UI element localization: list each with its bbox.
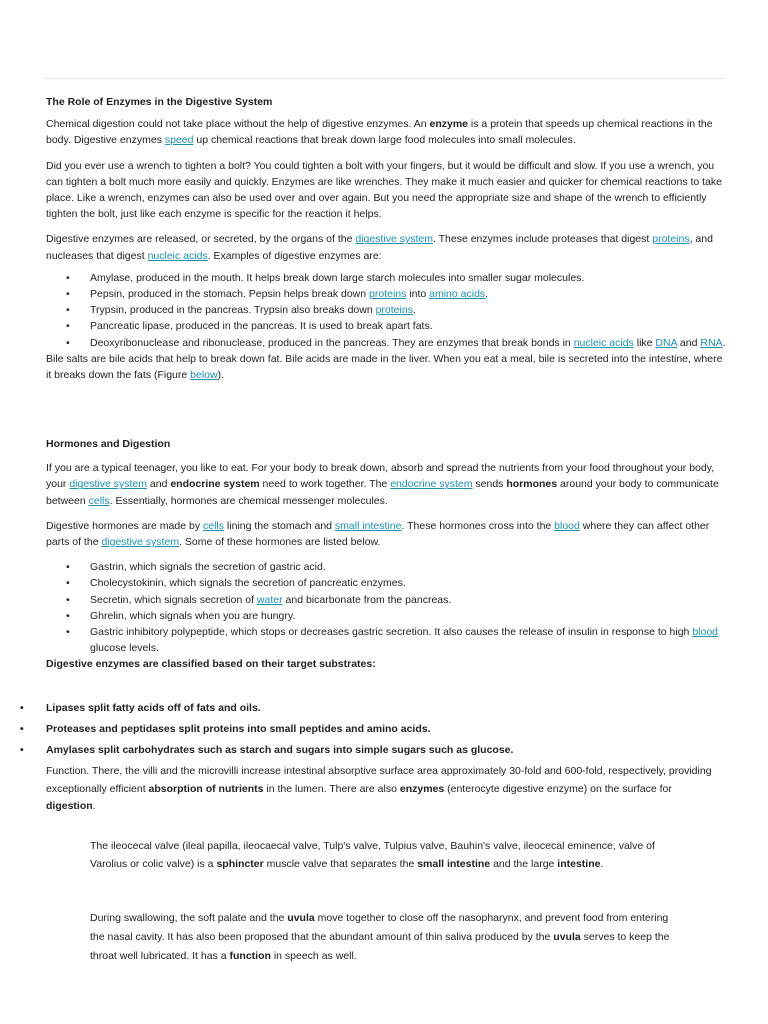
list-item: • Lipases split fatty acids off of fats and oils. [46, 700, 726, 716]
link-proteins[interactable]: proteins [375, 304, 413, 317]
text: . [722, 336, 726, 349]
text: Pepsin, produced in the stomach. Pepsin helps break down [90, 288, 370, 301]
section-title: The Role of Enzymes in the Digestive System [46, 96, 273, 108]
substrates-heading: Digestive enzymes are classified based on their target substrates: [46, 658, 376, 671]
list-item [46, 286, 726, 302]
list-item [46, 624, 726, 656]
section-hormones [46, 436, 726, 673]
bold-term: absorption of nutrients [148, 782, 264, 795]
list-item [46, 335, 726, 351]
section-title: Hormones and Digestion [46, 438, 171, 450]
text: move together to close off the nasopharynx, and prevent food from entering the nasal cavity. It has also been proposed that the abundant amount of thin saliva produced by the [90, 912, 669, 943]
text: serves to keep the throat well lubricated. It has a [90, 931, 670, 962]
list-item: • Gastrin, which signals the secretion of gastric acid. [46, 559, 726, 575]
text: . [412, 304, 416, 317]
text: . Examples of digestive enzymes are: [207, 249, 382, 262]
paragraph [90, 909, 670, 966]
link-nucleic-acids[interactable]: nucleic acids [147, 249, 208, 262]
text: ). [217, 369, 225, 382]
bold-term: sphincter [216, 857, 264, 870]
text: up chemical reactions that break down large food molecules into small molecules. [193, 134, 576, 147]
paragraph [46, 231, 726, 263]
text: and bicarbonate from the pancreas. [282, 593, 452, 606]
text: (enterocyte digestive enzyme) on the surface for [444, 782, 672, 795]
hormone-list [46, 559, 726, 656]
text: around your body to communicate between [46, 478, 719, 507]
link-speed[interactable]: speed [164, 134, 194, 147]
text: Digestive hormones are made by [46, 519, 203, 532]
valve-paragraph [90, 838, 670, 873]
swallow-paragraph [90, 909, 670, 966]
text: . These enzymes include proteases that digest [432, 233, 653, 246]
enzyme-list [46, 270, 726, 351]
text: Secretin, which signals secretion of [90, 593, 257, 606]
text: Chemical digestion could not take place without the help of digestive enzymes. An [46, 118, 430, 131]
text: Digestive enzymes are released, or secreted, by the organs of the [46, 233, 356, 246]
text: . [485, 288, 489, 301]
link-digestive-system[interactable]: digestive system [69, 478, 147, 491]
text: is a protein that speeds up chemical reactions in the body. Digestive enzymes [46, 118, 713, 147]
list-item [46, 592, 726, 608]
text: Deoxyribonuclease and ribonuclease, produced in the pancreas. They are enzymes that break bonds in [90, 336, 574, 349]
paragraph [46, 518, 726, 550]
bold-term: hormones [506, 478, 558, 491]
text: sends [472, 478, 507, 491]
text: The ileocecal valve (ileal papilla, ileocaecal valve, Tulp's valve, Tulpius valve, Bauhin's valve, ileocecal eminence, valve of Varolius or colic valve) is a [90, 840, 655, 870]
list-item: • Amylase, produced in the mouth. It helps break down large starch molecules into smaller sugar molecules. [46, 270, 726, 286]
text: . These hormones cross into the [401, 519, 555, 532]
text: Function. There, the villi and the microvilli increase intestinal absorptive surface area approximately 30-fold and 600-fold, respectively, providing exceptionally efficient [46, 765, 712, 795]
text: During swallowing, the soft palate and the [90, 912, 288, 924]
text: . Some of these hormones are listed below. [179, 536, 381, 549]
text: Trypsin, produced in the pancreas. Trypsin also breaks down [90, 304, 376, 317]
text: If you are a typical teenager, you like to eat. For your body to break down, absorb and spread the nutrients from your food throughout your body, your [46, 462, 715, 491]
link-digestive-system[interactable]: digestive system [101, 536, 180, 549]
substrate-list [46, 700, 726, 759]
link-nucleic-acids[interactable]: nucleic acids [573, 336, 634, 349]
text: into [406, 288, 430, 301]
link-proteins[interactable]: proteins [652, 233, 690, 246]
section-enzymes [46, 94, 726, 383]
text: glucose levels. [90, 642, 159, 655]
text: need to work together. The [259, 478, 391, 491]
text: muscle valve that separates the [263, 857, 418, 870]
text: and [677, 336, 701, 349]
list-item: • Proteases and peptidases split proteins into small peptides and amino acids. [46, 721, 726, 737]
text: . [92, 800, 96, 812]
list-item: • Amylases split carbohydrates such as starch and sugars into simple sugars such as glucose. [46, 742, 726, 758]
text: Gastric inhibitory polypeptide, which stops or decreases gastric secretion. It also causes the release of insulin in response to high [90, 626, 693, 639]
paragraph-bile [46, 351, 726, 383]
text: lining the stomach and [224, 519, 335, 532]
bold-term: enzymes [399, 782, 445, 795]
list-item: • Pancreatic lipase, produced in the pancreas. It is used to break apart fats. [46, 318, 726, 334]
link-below[interactable]: below [190, 369, 218, 382]
link-blood[interactable]: blood [554, 519, 580, 532]
link-water[interactable]: water [256, 593, 283, 606]
section-substrates [46, 700, 726, 764]
text: , and nucleases that digest [46, 233, 713, 262]
link-digestive-system[interactable]: digestive system [355, 233, 433, 246]
paragraph [46, 116, 726, 148]
link-amino-acids[interactable]: amino acids [429, 288, 486, 301]
paragraph-wrench: Did you ever use a wrench to tighten a bolt? You could tighten a bolt with your fingers, but it would be difficult and slow. If you use a wrench, you can tighten a bolt much more easily and quickly. Enzymes are like wrenches. They make it much easier and quicker for chemical reactions to take place. Like a wrench, enzymes can also be used over and over again. But you need the appropriate size and shape of the wrench to efficiently tighten the bolt, just like each enzyme is specific for the reaction it helps. [46, 159, 723, 221]
list-item: • Cholecystokinin, which signals the secretion of pancreatic enzymes. [46, 575, 726, 591]
bold-term: enzyme [429, 118, 469, 131]
link-small-intestine[interactable]: small intestine [334, 519, 402, 532]
bold-term: endocrine system [170, 478, 260, 491]
paragraph [46, 763, 722, 816]
text: . [600, 857, 604, 870]
bold-term: function [229, 950, 271, 962]
link-proteins[interactable]: proteins [369, 288, 407, 301]
bold-term: intestine [557, 857, 601, 870]
paragraph [90, 838, 670, 873]
text: . Essentially, hormones are chemical messenger molecules. [109, 494, 388, 507]
link-rna[interactable]: RNA [700, 336, 723, 349]
text: Bile salts are bile acids that help to break down fat. Bile acids are made in the liver. When you eat a meal, bile is secreted into the intestine, where it breaks down the fats (Figure [46, 352, 723, 382]
text: and [146, 478, 171, 491]
link-blood[interactable]: blood [692, 626, 719, 639]
text: where they can affect other parts of the [46, 519, 710, 549]
list-item: • Ghrelin, which signals when you are hungry. [46, 608, 726, 624]
bold-term: uvula [287, 912, 315, 924]
bold-term: uvula [553, 931, 581, 943]
link-cells[interactable]: cells [88, 494, 110, 507]
top-divider [44, 78, 726, 79]
link-cells[interactable]: cells [203, 519, 225, 532]
link-endocrine-system[interactable]: endocrine system [390, 478, 473, 491]
list-item [46, 302, 726, 318]
link-dna[interactable]: DNA [655, 336, 677, 349]
paragraph [46, 460, 726, 509]
text: in speech as well. [270, 950, 357, 962]
text: and the large [490, 857, 558, 870]
function-paragraph [46, 763, 722, 816]
text: in the lumen. There are also [263, 782, 400, 795]
text: like [633, 336, 656, 349]
bold-term: small intestine [417, 857, 491, 870]
bold-term: digestion [46, 800, 93, 812]
